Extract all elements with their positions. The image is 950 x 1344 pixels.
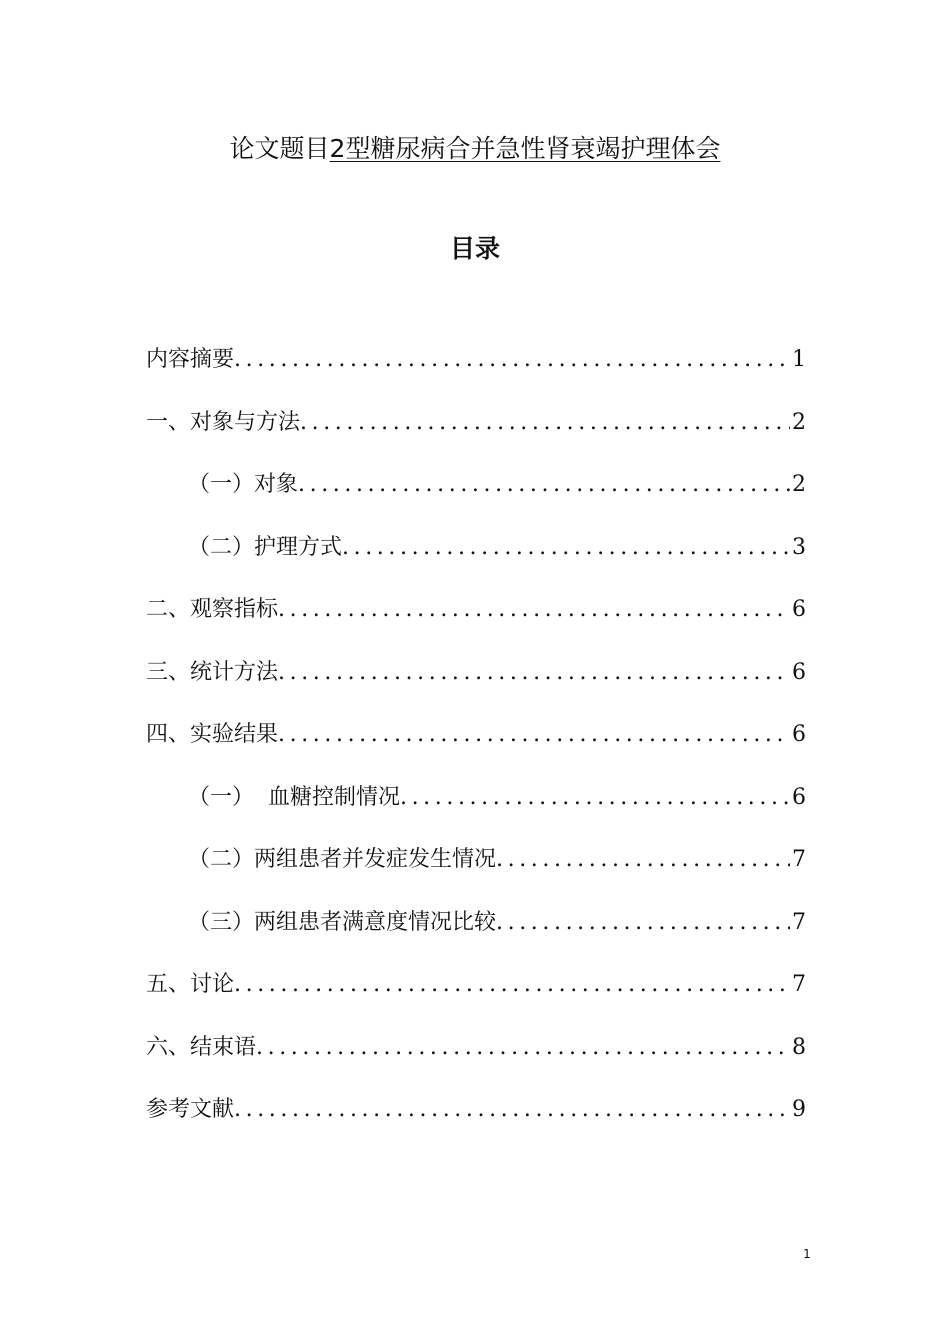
page-number: 1 (803, 1247, 811, 1261)
title-label: 论文题目 (229, 134, 330, 163)
toc-leader-dots (234, 1093, 790, 1127)
toc-entry-references[interactable] (146, 1093, 806, 1156)
toc-entry-subjects-methods[interactable] (146, 406, 806, 469)
toc-entry-page: 7 (792, 972, 806, 997)
title-topic: 2型糖尿病合并急性肾衰竭护理体会 (329, 134, 721, 163)
toc-entry-page: 1 (792, 347, 806, 372)
toc-entry-page: 8 (792, 1034, 806, 1060)
toc-entry-results[interactable] (146, 718, 806, 781)
toc-entry-page: 9 (792, 1097, 806, 1122)
toc-entry-page: 3 (792, 534, 806, 560)
toc-entry-page: 6 (792, 659, 806, 685)
toc-entry-nursing-methods[interactable] (146, 531, 806, 594)
toc-entry-text: 四、实验结果 (146, 722, 279, 747)
toc-entry-subjects[interactable] (146, 468, 806, 531)
toc-entry-text: 参考文献 (146, 1097, 235, 1122)
toc-entry-page: 6 (792, 597, 806, 622)
toc-entry-observation-indicators[interactable] (146, 593, 806, 656)
toc-entry-text: （二）护理方式 (188, 534, 343, 560)
toc-leader-dots (278, 656, 790, 690)
toc-entry-text: （二）两组患者并发症发生情况 (188, 847, 497, 872)
toc-entry-text: （一）对象 (188, 472, 299, 497)
toc-leader-dots (278, 593, 790, 627)
toc-entry-page: 2 (792, 409, 806, 435)
toc-entry-page: 7 (792, 847, 806, 872)
toc-entry-abstract[interactable] (146, 343, 806, 406)
toc-entry-text: 内容摘要 (146, 347, 235, 372)
toc-entry-statistical-methods[interactable] (146, 656, 806, 719)
toc-heading: 目录 (449, 234, 500, 263)
toc-leader-dots (496, 906, 790, 940)
toc-entry-page: 7 (792, 909, 806, 935)
toc-entry-text: 二、观察指标 (146, 597, 279, 622)
toc-entry-page: 6 (792, 722, 806, 747)
toc-entry-glucose-control[interactable] (146, 781, 806, 844)
toc-leader-dots (342, 531, 790, 565)
toc-leader-dots (298, 468, 790, 502)
toc-leader-dots (234, 968, 790, 1002)
toc-entry-page: 2 (792, 472, 806, 497)
toc-entry-satisfaction[interactable] (146, 906, 806, 969)
table-of-contents (146, 343, 806, 1156)
toc-entry-text: 一、对象与方法 (146, 409, 301, 435)
toc-entry-complications[interactable] (146, 843, 806, 906)
toc-entry-text: 六、结束语 (146, 1034, 257, 1060)
toc-leader-dots (234, 343, 790, 377)
toc-entry-text: 三、统计方法 (146, 659, 279, 685)
toc-leader-dots (496, 843, 790, 877)
toc-entry-text: 五、讨论 (146, 972, 235, 997)
document-title (0, 132, 950, 166)
toc-entry-discussion[interactable] (146, 968, 806, 1031)
toc-entry-text: （一） 血糖控制情况 (188, 784, 400, 810)
toc-entry-page: 6 (792, 784, 806, 810)
toc-leader-dots (278, 718, 790, 752)
toc-leader-dots (300, 406, 790, 440)
toc-entry-text: （三）两组患者满意度情况比较 (188, 909, 497, 935)
toc-leader-dots (256, 1031, 790, 1065)
toc-entry-conclusion[interactable] (146, 1031, 806, 1094)
toc-leader-dots (400, 781, 790, 815)
